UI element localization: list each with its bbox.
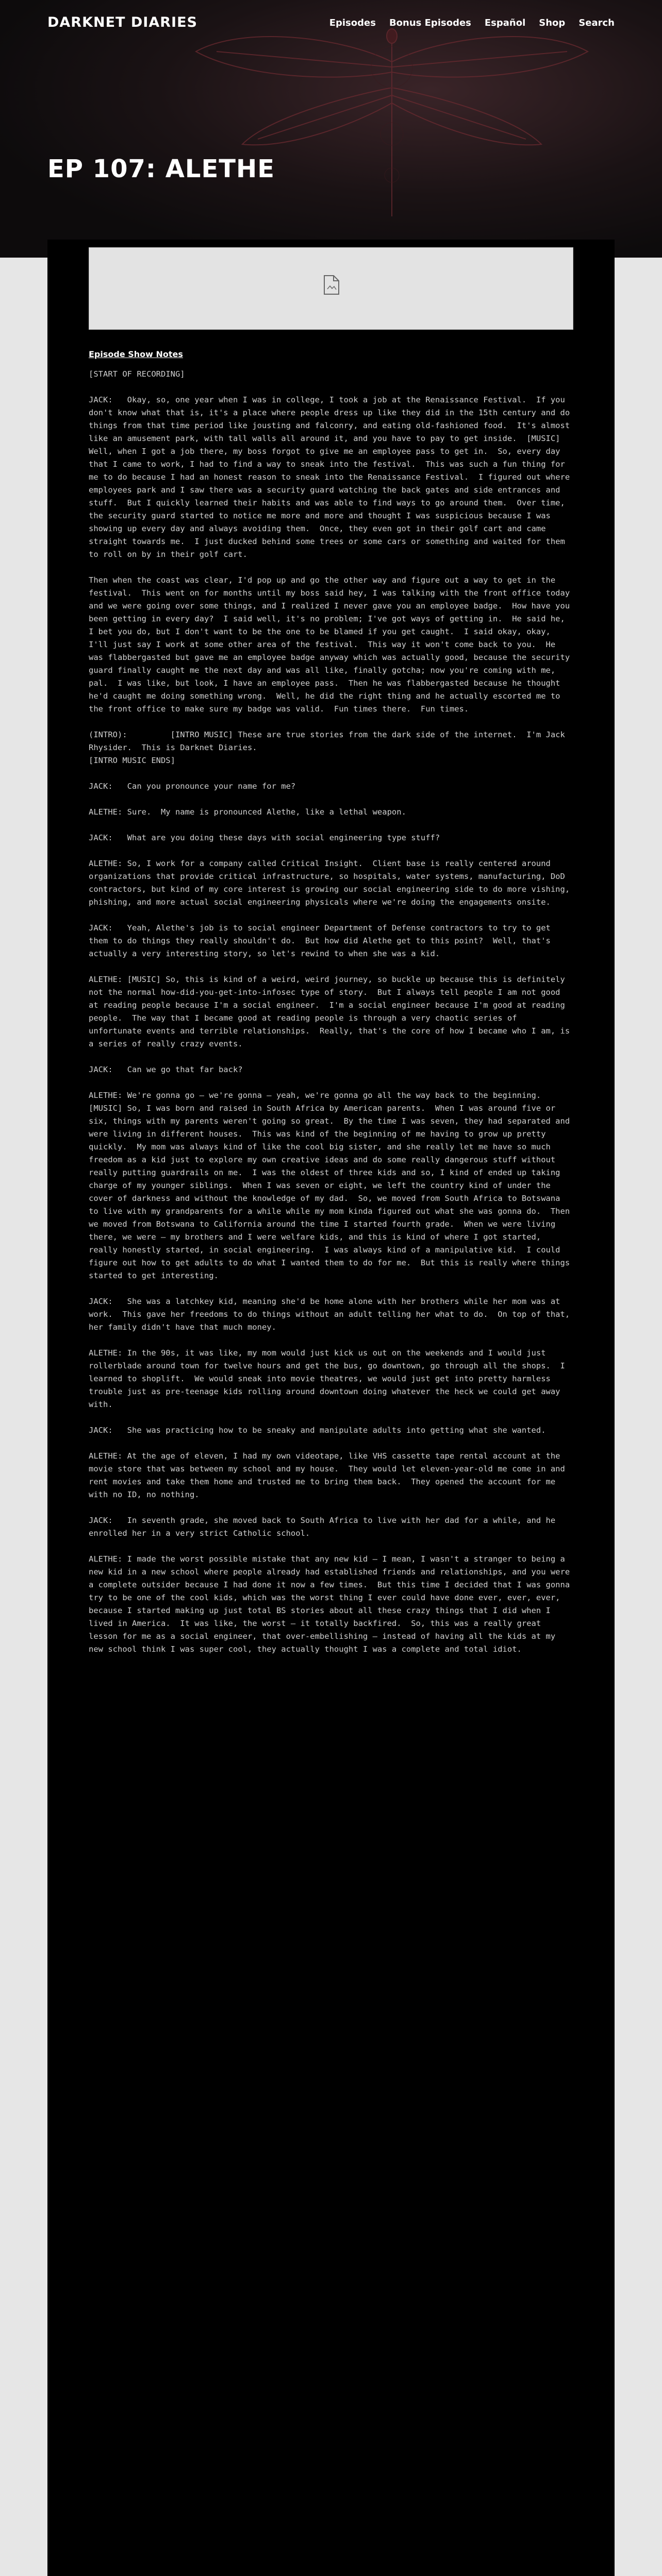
transcript-paragraph: (INTRO): [INTRO MUSIC] These are true stories from the dark side of the internet. I'm Jack Rhysider. This is Darknet Diaries. [INTRO MUSIC ENDS]	[89, 730, 565, 765]
broken-file-icon	[323, 275, 340, 295]
transcript-paragraph: [START OF RECORDING]	[89, 369, 185, 379]
nav-shop[interactable]: Shop	[539, 18, 566, 28]
audio-player-placeholder[interactable]	[89, 247, 573, 330]
transcript-paragraph: ALETHE: We're gonna go — we're gonna — yeah, we're gonna go all the way back to the beginning. [MUSIC] So, I was born and raised in South Africa by American parents. When I was around five or six, things with my parents weren't going so great. By the time I was seven, they had separated and were living in different houses. This was kind of the beginning of me having to grow up pretty quickly. My mom was always kind of like the cool big sister, and she really let me have so much freedom as a kid just to explore my own creative ideas and do some really dangerous stuff without really putting guardrails on me. I was the oldest of three kids and so, I kind of ended up taking charge of my younger siblings. When I was seven or eight, we left the country kind of under the cover of darkness and without the knowledge of my dad. So, we moved from South Africa to Botswana to live with my grandparents for a while while my mom kinda figured out what she was gonna do. Then we moved from Botswana to California around the time I started fourth grade. When we were living there, we were — my brothers and I were welfare kids, and this is kind of where I got started, really honestly started, in social engineering. I was always kind of a manipulative kid. I could figure out how to get adults to do what I wanted them to do for me. But this is really where things started to get interesting.	[89, 1091, 575, 1280]
nav-search[interactable]: Search	[578, 18, 615, 28]
transcript-paragraph: JACK: She was a latchkey kid, meaning she'd be home alone with her brothers while her mom was at work. This gave her freedoms to do things without an adult telling her what to do. On top of that, her family didn't have that much money.	[89, 1297, 575, 1332]
transcript-paragraph: ALETHE: [MUSIC] So, this is kind of a weird, weird journey, so buckle up because this is definitely not the normal how-did-you-get-into-infosec type of story. But I always tell people I am not good at reading people because I'm a social engineer. I'm a social engineer because I'm good at reading people. The way that I became good at reading people is through a very chaotic series of unfortunate events and terrible relationships. Really, that's the core of how I became who I am, is a series of really crazy events.	[89, 975, 575, 1048]
transcript-paragraph: JACK: She was practicing how to be sneaky and manipulate adults into getting what she wanted.	[89, 1426, 546, 1435]
top-navigation	[0, 0, 662, 46]
nav-espanol[interactable]: Español	[484, 18, 526, 28]
transcript-paragraph: JACK: In seventh grade, she moved back to South Africa to live with her dad for a while, and he enrolled her in a very strict Catholic school.	[89, 1516, 560, 1538]
nav-links	[329, 18, 615, 28]
nav-episodes[interactable]: Episodes	[329, 18, 376, 28]
transcript-paragraph: JACK: What are you doing these days with social engineering type stuff?	[89, 833, 440, 842]
transcript-paragraph: ALETHE: Sure. My name is pronounced Alethe, like a lethal weapon.	[89, 807, 406, 817]
hero-banner	[0, 0, 662, 258]
nav-bonus-episodes[interactable]: Bonus Episodes	[389, 18, 471, 28]
transcript-paragraph: ALETHE: In the 90s, it was like, my mom would just kick us out on the weekends and I would just rollerblade around town for twelve hours and get the bus, go downtown, go through all the shops. I learned to shoplift. We would sneak into movie theatres, we would just get into pretty harmless trouble just as pre-teenage kids rolling around downtown doing whatever the heck we could get away with.	[89, 1348, 570, 1409]
episode-card	[47, 240, 615, 2576]
transcript-paragraph: ALETHE: So, I work for a company called Critical Insight. Client base is really centered around organizations that provide critical infrastructure, so hospitals, water systems, manufacturing, DoD contractors, but kind of my core interest is growing our social engineering side to do more vishing, phishing, and more actual social engineering physicals where we're doing the engagements onsite.	[89, 859, 575, 907]
transcript	[89, 348, 573, 2576]
transcript-paragraph: JACK: Can you pronounce your name for me?	[89, 782, 296, 791]
transcript-paragraph: ALETHE: At the age of eleven, I had my own videotape, like VHS cassette tape rental account at the movie store that was between my school and my house. They would let eleven-year-old me come in and rent movies and take them home and trusted me to bring them back. They opened the account for me with no ID, no nothing.	[89, 1451, 570, 1499]
transcript-paragraph: Then when the coast was clear, I'd pop up and go the other way and figure out a way to get in the festival. This went on for months until my boss said hey, I was talking with the front office today and we were going over some things, and I realized I never gave you an employee badge. How have you been getting in every day? I said well, it's no problem; I've got ways of getting in. He said he, I bet you do, but I don't want to be the one to be blamed if you get caught. I said okay, okay, I'll just say I work at some other area of the festival. This way it won't come back to you. He was flabbergasted but gave me an employee badge anyway which was actually good, because the security guard finally caught me the next day and was all like, finally gotcha; now you're coming with me, pal. I was like, but look, I have an employee pass. Then he was flabbergasted because he thought he'd caught me doing something wrong. Well, he did the right thing and he actually escorted me to the front office to make sure my badge was valid. Fun times there. Fun times.	[89, 575, 575, 714]
site-logo[interactable]: DARKNET DIARIES	[47, 14, 197, 30]
show-notes-heading[interactable]: Episode Show Notes	[89, 349, 183, 359]
transcript-paragraph: ALETHE: I made the worst possible mistake that any new kid — I mean, I wasn't a stranger to being a new kid in a new school where people already had established friends and relationships, and you were a complete outsider because I had done it now a few times. But this time I decided that I was gonna try to be one of the cool kids, which was the worst thing I ever could have done ever, ever, ever, because I started making up just total BS stories about all these crazy things that I did when I lived in America. It was like, the worst — it totally backfired. So, this was a really great lesson for me as a social engineer, that over-embellishing — instead of having all the kids at my new school think I was super cool, they actually thought I was a complete and total idiot.	[89, 1554, 575, 1654]
transcript-paragraph: JACK: Can we go that far back?	[89, 1065, 243, 1074]
transcript-paragraph: JACK: Yeah, Alethe's job is to social engineer Department of Defense contractors to try to get them to do things they really shouldn't do. But how did Alethe get to this point? Well, that's actually a very interesting story, so let's rewind to when she was a kid.	[89, 923, 556, 958]
episode-title: EP 107: ALETHE	[47, 155, 275, 183]
transcript-paragraph: JACK: Okay, so, one year when I was in college, I took a job at the Renaissance Festival. If you don't know what that is, it's a place where people dress up like they did in the 15th century and do things from that time period like jousting and falconry, and eating old-fashioned food. It's almost like an amusement park, with tall walls all around it, and you have to pay to get inside. [MUSIC] Well, when I got a job there, my boss forgot to give me an employee pass to get in. So, every day that I came to work, I had to find a way to sneak into the festival. This was such a fun thing for me to do because I had an honest reason to sneak into the Renaissance Festival. I figured out where employees park and I saw there was a security guard watching the back gates and side entrances and stuff. But I quickly learned their habits and was able to find ways to go around them. Over time, the security guard started to notice me more and more and thought I was suspicious because I was showing up every day and always avoiding them. Once, they even got in their golf cart and came straight towards me. I just ducked behind some trees or some cars or something and waited for them to roll on by in their golf cart.	[89, 395, 575, 559]
